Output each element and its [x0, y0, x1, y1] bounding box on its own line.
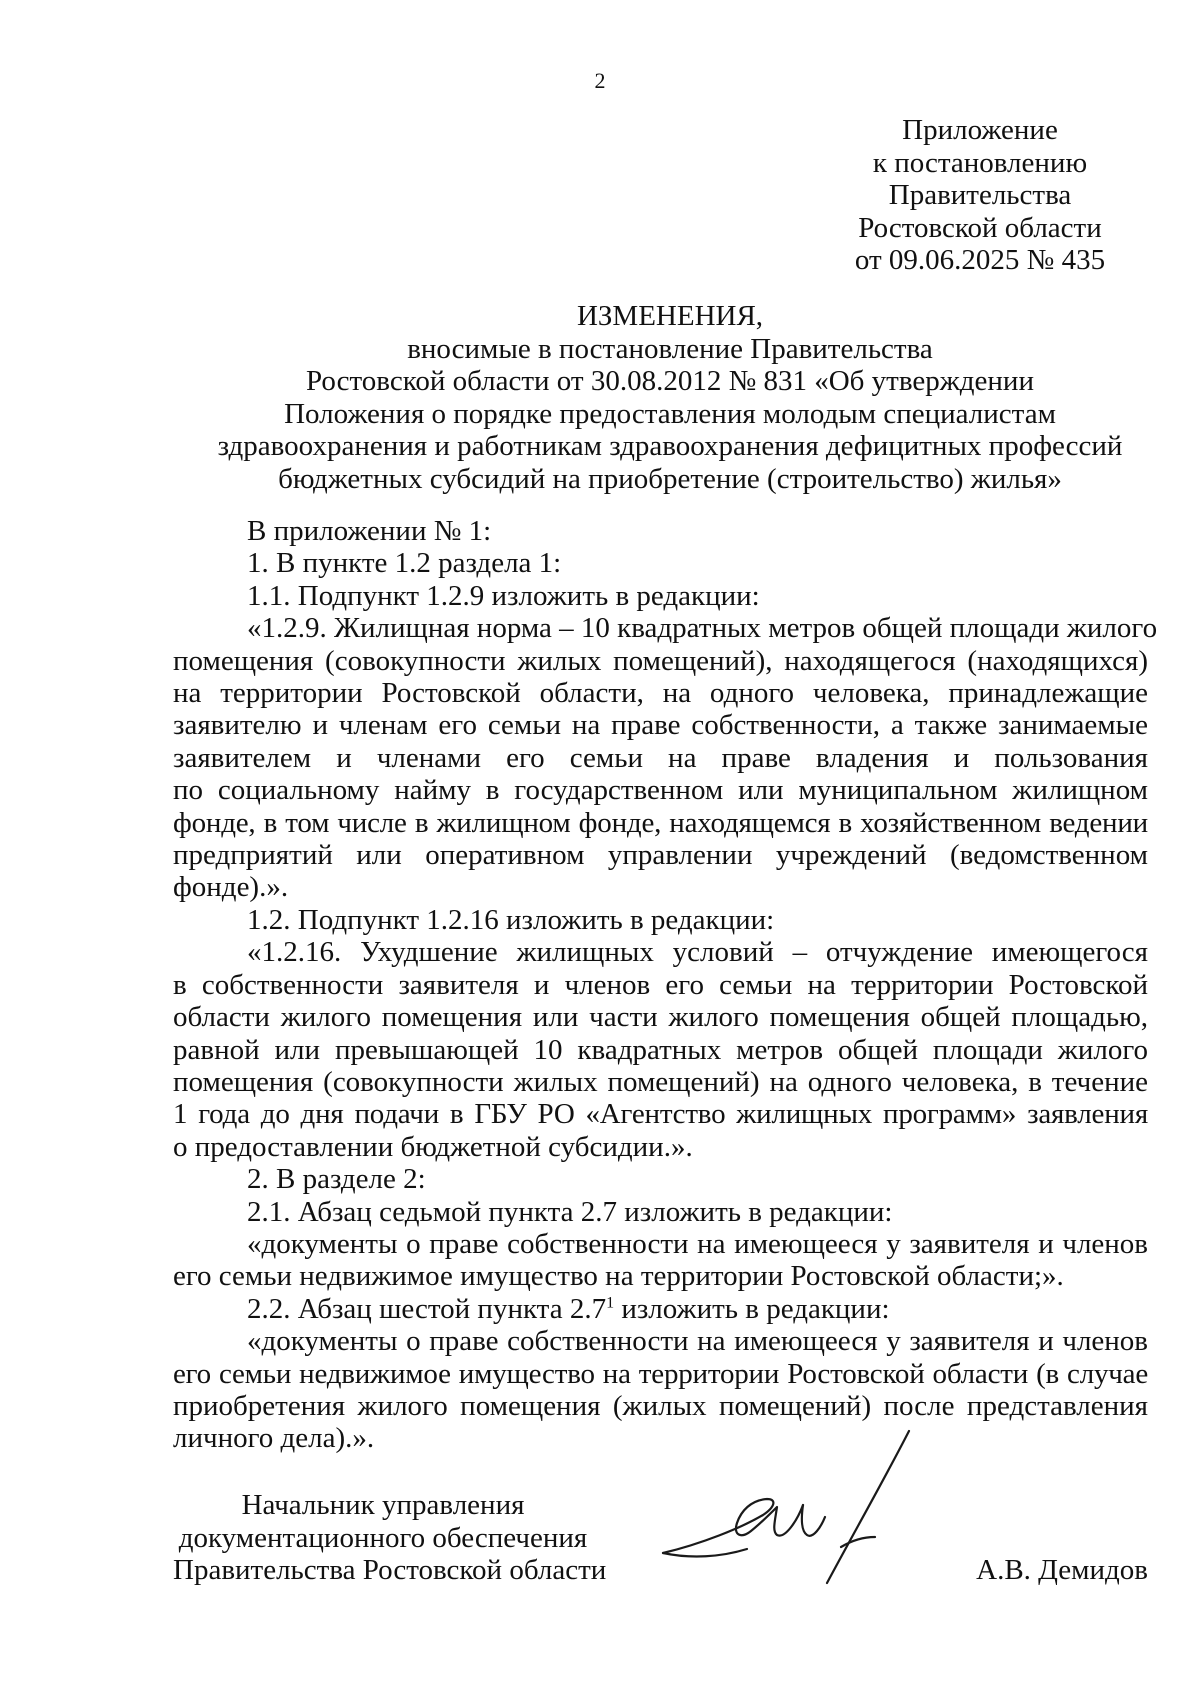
quoted-paragraph-2-7: [173, 1228, 1148, 1293]
text-line: в собственности заявителя и членов его семьи на территории Ростовской: [173, 968, 1148, 1001]
heading-line: Ростовской области от 30.08.2012 № 831 «Об утверждении: [306, 365, 1034, 397]
heading-line: бюджетных субсидий на приобретение (строительство) жилья»: [278, 462, 1062, 495]
text-line: предприятий или оперативном управлении учреждений (ведомственном: [173, 839, 1148, 872]
appendix-line: от 09.06.2025 № 435: [854, 244, 1106, 276]
text-span: изложить в редакции:: [614, 1292, 890, 1325]
appendix-block: [830, 114, 1130, 277]
text-line: равной или превышающей 10 квадратных метров общей площади жилого: [173, 1033, 1148, 1066]
text-line: его семьи недвижимое имущество на территории Ростовской области;».: [173, 1260, 1064, 1293]
text-line: «документы о праве собственности на имеющееся у заявителя и членов: [247, 1227, 1148, 1260]
appendix-line: Ростовской области: [858, 211, 1102, 244]
text-line: области жилого помещения или части жилого помещения общей площадью,: [173, 1001, 1148, 1034]
text-line: заявителю и членам его семьи на праве собственности, а также занимаемые: [173, 709, 1148, 742]
text-line: 1 года до дня подачи в ГБУ РО «Агентство жилищных программ» заявления: [173, 1098, 1148, 1131]
paragraph: 1.2. Подпункт 1.2.16 изложить в редакции:: [247, 903, 775, 936]
text-line: помещения (совокупности жилых помещений) на одного человека, в течение: [173, 1065, 1148, 1098]
paragraph: В приложении № 1:: [247, 515, 492, 547]
appendix-line: к постановлению: [872, 146, 1088, 179]
document-heading: [120, 300, 1200, 495]
text-line: «1.2.16. Ухудшение жилищных условий – отчуждение имеющегося: [247, 936, 1148, 969]
signatory-title-line: Начальник управления: [241, 1489, 525, 1521]
signatory-name: А.В. Демидов: [976, 1554, 1148, 1586]
superscript: 1: [606, 1294, 615, 1312]
text-line: его семьи недвижимое имущество на территории Ростовской области (в случае: [173, 1357, 1148, 1390]
text-line: заявителем и членами его семьи на праве владения и пользования: [173, 741, 1148, 774]
text-line: «документы о праве собственности на имеющееся у заявителя и членов: [247, 1325, 1148, 1358]
page-number: 2: [594, 68, 606, 93]
text-line: на территории Ростовской области, на одного человека, принадлежащие: [173, 677, 1148, 710]
signatory-title-line: документационного обеспечения: [178, 1521, 588, 1554]
signature-block: [173, 1489, 1148, 1659]
paragraph: 1. В пункте 1.2 раздела 1:: [247, 547, 562, 580]
text-line: фонде, в том числе в жилищном фонде, находящемся в хозяйственном ведении: [173, 806, 1148, 839]
quoted-subclause-1-2-9: [173, 612, 1158, 904]
quoted-subclause-1-2-16: [173, 936, 1148, 1163]
heading-line: здравоохранения и работникам здравоохранения дефицитных профессий: [217, 430, 1123, 462]
appendix-line: Правительства: [888, 179, 1072, 211]
text-line: о предоставлении бюджетной субсидии.».: [173, 1130, 693, 1163]
text-line: фонде).».: [173, 871, 289, 904]
signatory-title: [173, 1489, 607, 1587]
paragraph: 2. В разделе 2:: [247, 1163, 426, 1196]
paragraph: [173, 1293, 1148, 1325]
paragraph: 1.1. Подпункт 1.2.9 изложить в редакции:: [247, 579, 760, 612]
handwritten-signature: [651, 1423, 921, 1613]
heading-line: Положения о порядке предоставления молодым специалистам: [284, 397, 1056, 430]
paragraph: 2.1. Абзац седьмой пункта 2.7 изложить в редакции:: [247, 1195, 893, 1228]
text-line: помещения (совокупности жилых помещений), находящегося (находящихся): [173, 644, 1148, 677]
appendix-line: Приложение: [902, 114, 1058, 146]
document-body: [173, 515, 1158, 1455]
text-line: личного дела).».: [173, 1422, 375, 1455]
text-span: 2.2. Абзац шестой пункта 2.7: [247, 1292, 607, 1325]
text-line: «1.2.9. Жилищная норма – 10 квадратных метров общей площади жилого: [247, 612, 1158, 645]
heading-line: вносимые в постановление Правительства: [407, 332, 933, 365]
text-line: по социальному найму в государственном или муниципальном жилищном: [173, 774, 1148, 807]
text-line: приобретения жилого помещения (жилых помещений) после представления: [173, 1389, 1148, 1422]
signatory-title-line: Правительства Ростовской области: [173, 1554, 607, 1586]
document-title: ИЗМЕНЕНИЯ,: [576, 300, 764, 332]
